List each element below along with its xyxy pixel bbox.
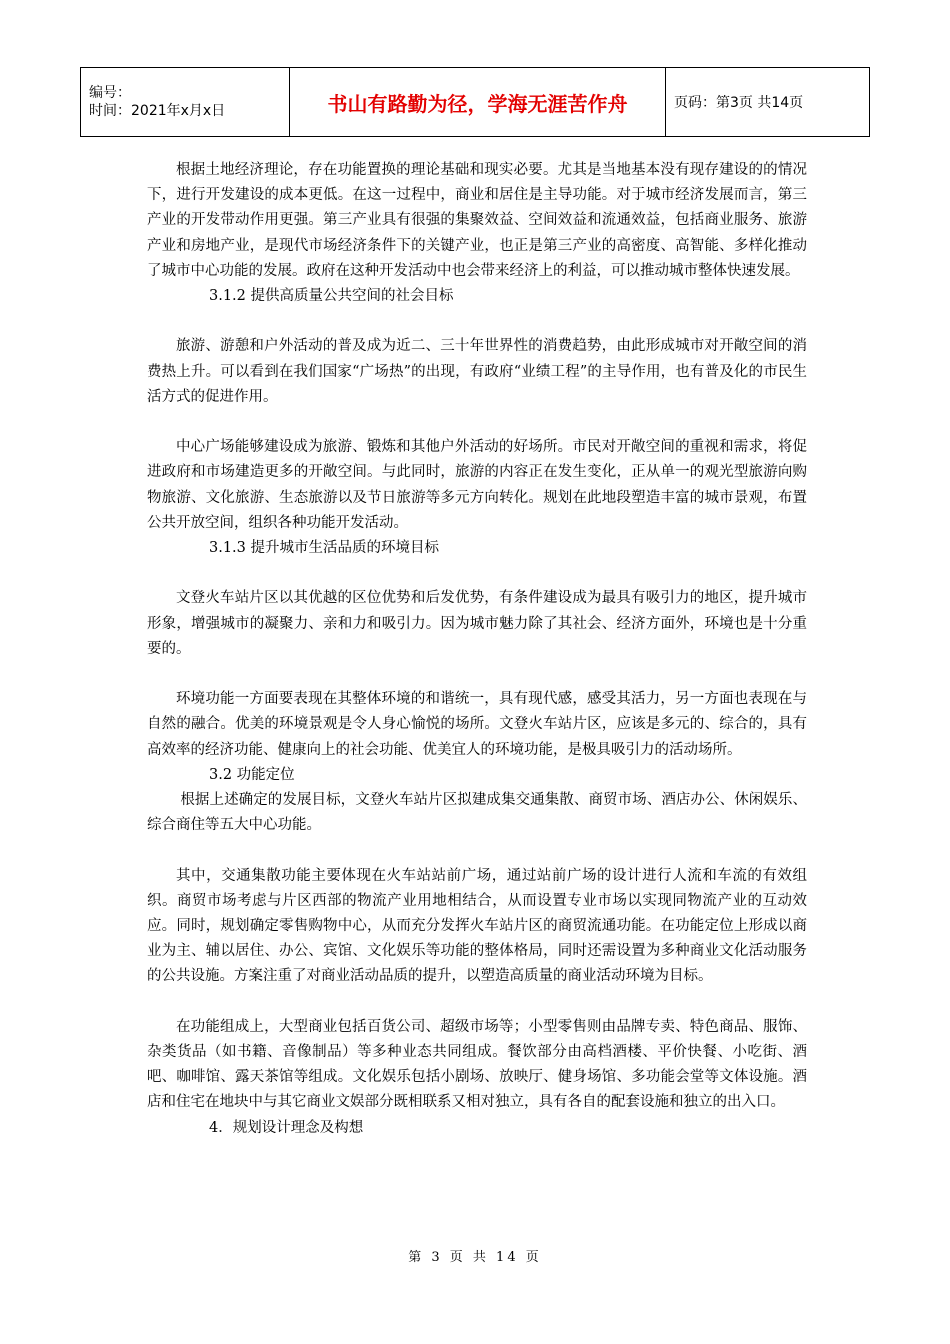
paragraph-land-economics: 根据土地经济理论，存在功能置换的理论基础和现实必要。尤其是当地基本没有现存建设的的情况下，进行开发建设的成本更低。在这一过程中，商业和居住是主导功能。对于城市经济发展而言，第三产业的开发带动作用更强。第三产业具有很强的集聚效益、空间效益和流通效益，包括商业服务、旅游产业和房地产业，是现代市场经济条件下的关键产业，也正是第三产业的高密度、高智能、多样化推动了城市中心功能的发展。政府在这种开发活动中也会带来经济上的利益，可以推动城市整体快速发展。 [147, 162, 807, 279]
header-motto: 书山有路勤为径，学海无涯苦作舟 [290, 68, 666, 137]
paragraph-traffic-commerce: 其中，交通集散功能主要体现在火车站站前广场，通过站前广场的设计进行人流和车流的有效组织。商贸市场考虑与片区西部的物流产业用地相结合，从而设置专业市场以实现同物流产业的互动效应。同时，规划确定零售购物中心，从而充分发挥火车站片区的商贸流通功能。在功能定位上形成以商业为主、辅以居住、办公、宾馆、文化娱乐等功能的整体格局，同时还需设置为多种商业文化活动服务的公共设施。方案注重了对商业活动品质的提升，以塑造高质量的商业活动环境为目标。 [147, 867, 807, 985]
document-time-label: 时间：2021年x月x日 [89, 103, 226, 119]
document-body [147, 158, 807, 1141]
document-number-label: 编号： [89, 85, 131, 101]
paragraph-central-square: 中心广场能够建设成为旅游、锻炼和其他户外活动的好场所。市民对开敞空间的重视和需求，将促进政府和市场建造更多的开敞空间。与此同时，旅游的内容正在发生变化，正从单一的观光型旅游向购物旅游、文化旅游、生态旅游以及节日旅游等多元方向转化。规划在此地段塑造丰富的城市景观，布置公共开放空间，组织各种功能开发活动。 [147, 439, 807, 531]
header-page-info: 页码：第3页 共14页 [666, 68, 870, 137]
paragraph-environment-function: 环境功能一方面要表现在其整体环境的和谐统一，具有现代感，感受其活力，另一方面也表现在与自然的融合。优美的环境景观是令人身心愉悦的场所。文登火车站片区，应该是多元的、综合的，具有高效率的经济功能、健康向上的社会功能、优美宜人的环境功能，是极具吸引力的活动场所。 [147, 691, 807, 758]
paragraph-location-advantage: 文登火车站片区以其优越的区位优势和后发优势，有条件建设成为最具有吸引力的地区，提升城市形象，增强城市的凝聚力、亲和力和吸引力。因为城市魅力除了其社会、经济方面外，环境也是十分重要的。 [147, 590, 807, 657]
section-heading-3-1-2: 3.1.2 提供高质量公共空间的社会目标 [209, 288, 454, 305]
paragraph-tourism-trend: 旅游、游憩和户外活动的普及成为近二、三十年世界性的消费趋势，由此形成城市对开敞空间的消费热上升。可以看到在我们国家“广场热”的出现，有政府“业绩工程”的主导作用，也有普及化的市民生活方式的促进作用。 [147, 338, 807, 405]
section-heading-3-1-3: 3.1.3 提升城市生活品质的环境目标 [209, 540, 440, 557]
page-footer: 第 3 页 共 14 页 [408, 1250, 542, 1265]
page-header [80, 67, 870, 137]
section-heading-3-2: 3.2 功能定位 [209, 766, 295, 783]
paragraph-function-composition: 在功能组成上，大型商业包括百货公司、超级市场等；小型零售则由品牌专卖、特色商品、服饰、杂类货品（如书籍、音像制品）等多种业态共同组成。餐饮部分由高档酒楼、平价快餐、小吃街、酒吧、咖啡馆、露天茶馆等组成。文化娱乐包括小剧场、放映厅、健身场馆、多功能会堂等文体设施。酒店和住宅在地块中与其它商业文娱部分既相联系又相对独立，具有各自的配套设施和独立的出入口。 [147, 1018, 807, 1111]
header-meta [81, 68, 290, 137]
section-heading-4: 4．规划设计理念及构想 [209, 1119, 364, 1136]
paragraph-function-positioning: 根据上述确定的发展目标，文登火车站片区拟建成集交通集散、商贸市场、酒店办公、休闲娱乐、综合商住等五大中心功能。 [147, 792, 807, 834]
